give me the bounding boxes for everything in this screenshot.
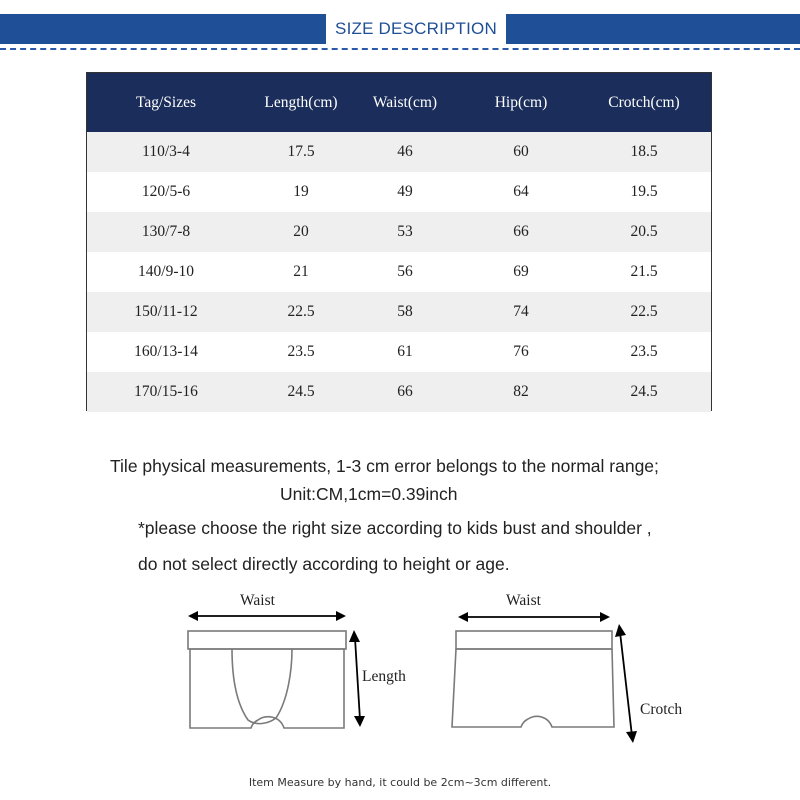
note-unit: Unit:CM,1cm=0.39inch (280, 484, 458, 504)
cell-crotch: 22.5 (630, 303, 658, 320)
note-do-not-select: do not select directly according to height or age. (138, 554, 510, 574)
cell-hip: 64 (513, 183, 529, 200)
page-title: SIZE DESCRIPTION (326, 10, 506, 48)
note-choose-size: *please choose the right size according to kids bust and shoulder , (138, 518, 652, 538)
cell-crotch: 19.5 (630, 183, 658, 200)
cell-crotch: 20.5 (630, 223, 658, 240)
table-row (87, 372, 711, 412)
column-header-crotch: Crotch(cm) (608, 93, 680, 111)
footer-note: Item Measure by hand, it could be 2cm~3cm different. (248, 776, 552, 789)
size-table (86, 72, 712, 411)
back-waist-label: Waist (506, 592, 541, 609)
back-crotch-arrow (615, 624, 637, 743)
cell-crotch: 18.5 (630, 143, 658, 160)
cell-tag: 160/13-14 (134, 343, 198, 360)
front-waist-label: Waist (240, 592, 275, 609)
cell-waist: 61 (397, 343, 413, 360)
cell-hip: 74 (513, 303, 529, 320)
cell-waist: 46 (397, 143, 413, 160)
cell-length: 24.5 (287, 383, 315, 400)
cell-waist: 53 (397, 223, 413, 240)
cell-hip: 60 (513, 143, 529, 160)
cell-waist: 56 (397, 263, 413, 280)
cell-hip: 82 (513, 383, 529, 400)
front-waist-arrow (188, 611, 346, 621)
cell-length: 17.5 (287, 143, 315, 160)
table-header (87, 73, 711, 132)
column-header-hip: Hip(cm) (494, 93, 548, 111)
cell-crotch: 24.5 (630, 383, 658, 400)
cell-tag: 170/15-16 (134, 383, 198, 400)
cell-tag: 150/11-12 (134, 303, 198, 320)
note-measurement-error: Tile physical measurements, 1-3 cm error belongs to the normal range; (110, 456, 659, 476)
cell-crotch: 23.5 (630, 343, 658, 360)
cell-waist: 58 (397, 303, 413, 320)
front-length-label: Length (362, 668, 406, 685)
cell-length: 23.5 (287, 343, 315, 360)
table-row (87, 252, 711, 292)
cell-tag: 130/7-8 (141, 223, 191, 240)
column-header-waist: Waist(cm) (372, 93, 438, 111)
cell-length: 21 (293, 263, 309, 280)
back-measure-diagram (440, 600, 650, 750)
table-row (87, 292, 711, 332)
cell-hip: 66 (513, 223, 529, 240)
table-row (87, 332, 711, 372)
table-row (87, 172, 711, 212)
cell-length: 22.5 (287, 303, 315, 320)
table-row (87, 132, 711, 172)
cell-hip: 69 (513, 263, 529, 280)
cell-crotch: 21.5 (630, 263, 658, 280)
back-crotch-label: Crotch (640, 701, 683, 718)
cell-hip: 76 (513, 343, 529, 360)
banner-divider (0, 48, 800, 50)
cell-length: 20 (293, 223, 309, 240)
table-row (87, 212, 711, 252)
back-shorts-outline (452, 631, 614, 727)
cell-tag: 120/5-6 (141, 183, 191, 200)
back-waist-arrow (458, 612, 610, 622)
cell-waist: 49 (397, 183, 413, 200)
column-header-tag: Tag/Sizes (135, 93, 197, 111)
cell-tag: 140/9-10 (138, 263, 194, 280)
front-shorts-outline (188, 631, 346, 728)
column-header-length: Length(cm) (264, 93, 338, 111)
cell-waist: 66 (397, 383, 413, 400)
cell-tag: 110/3-4 (142, 143, 190, 160)
cell-length: 19 (293, 183, 309, 200)
